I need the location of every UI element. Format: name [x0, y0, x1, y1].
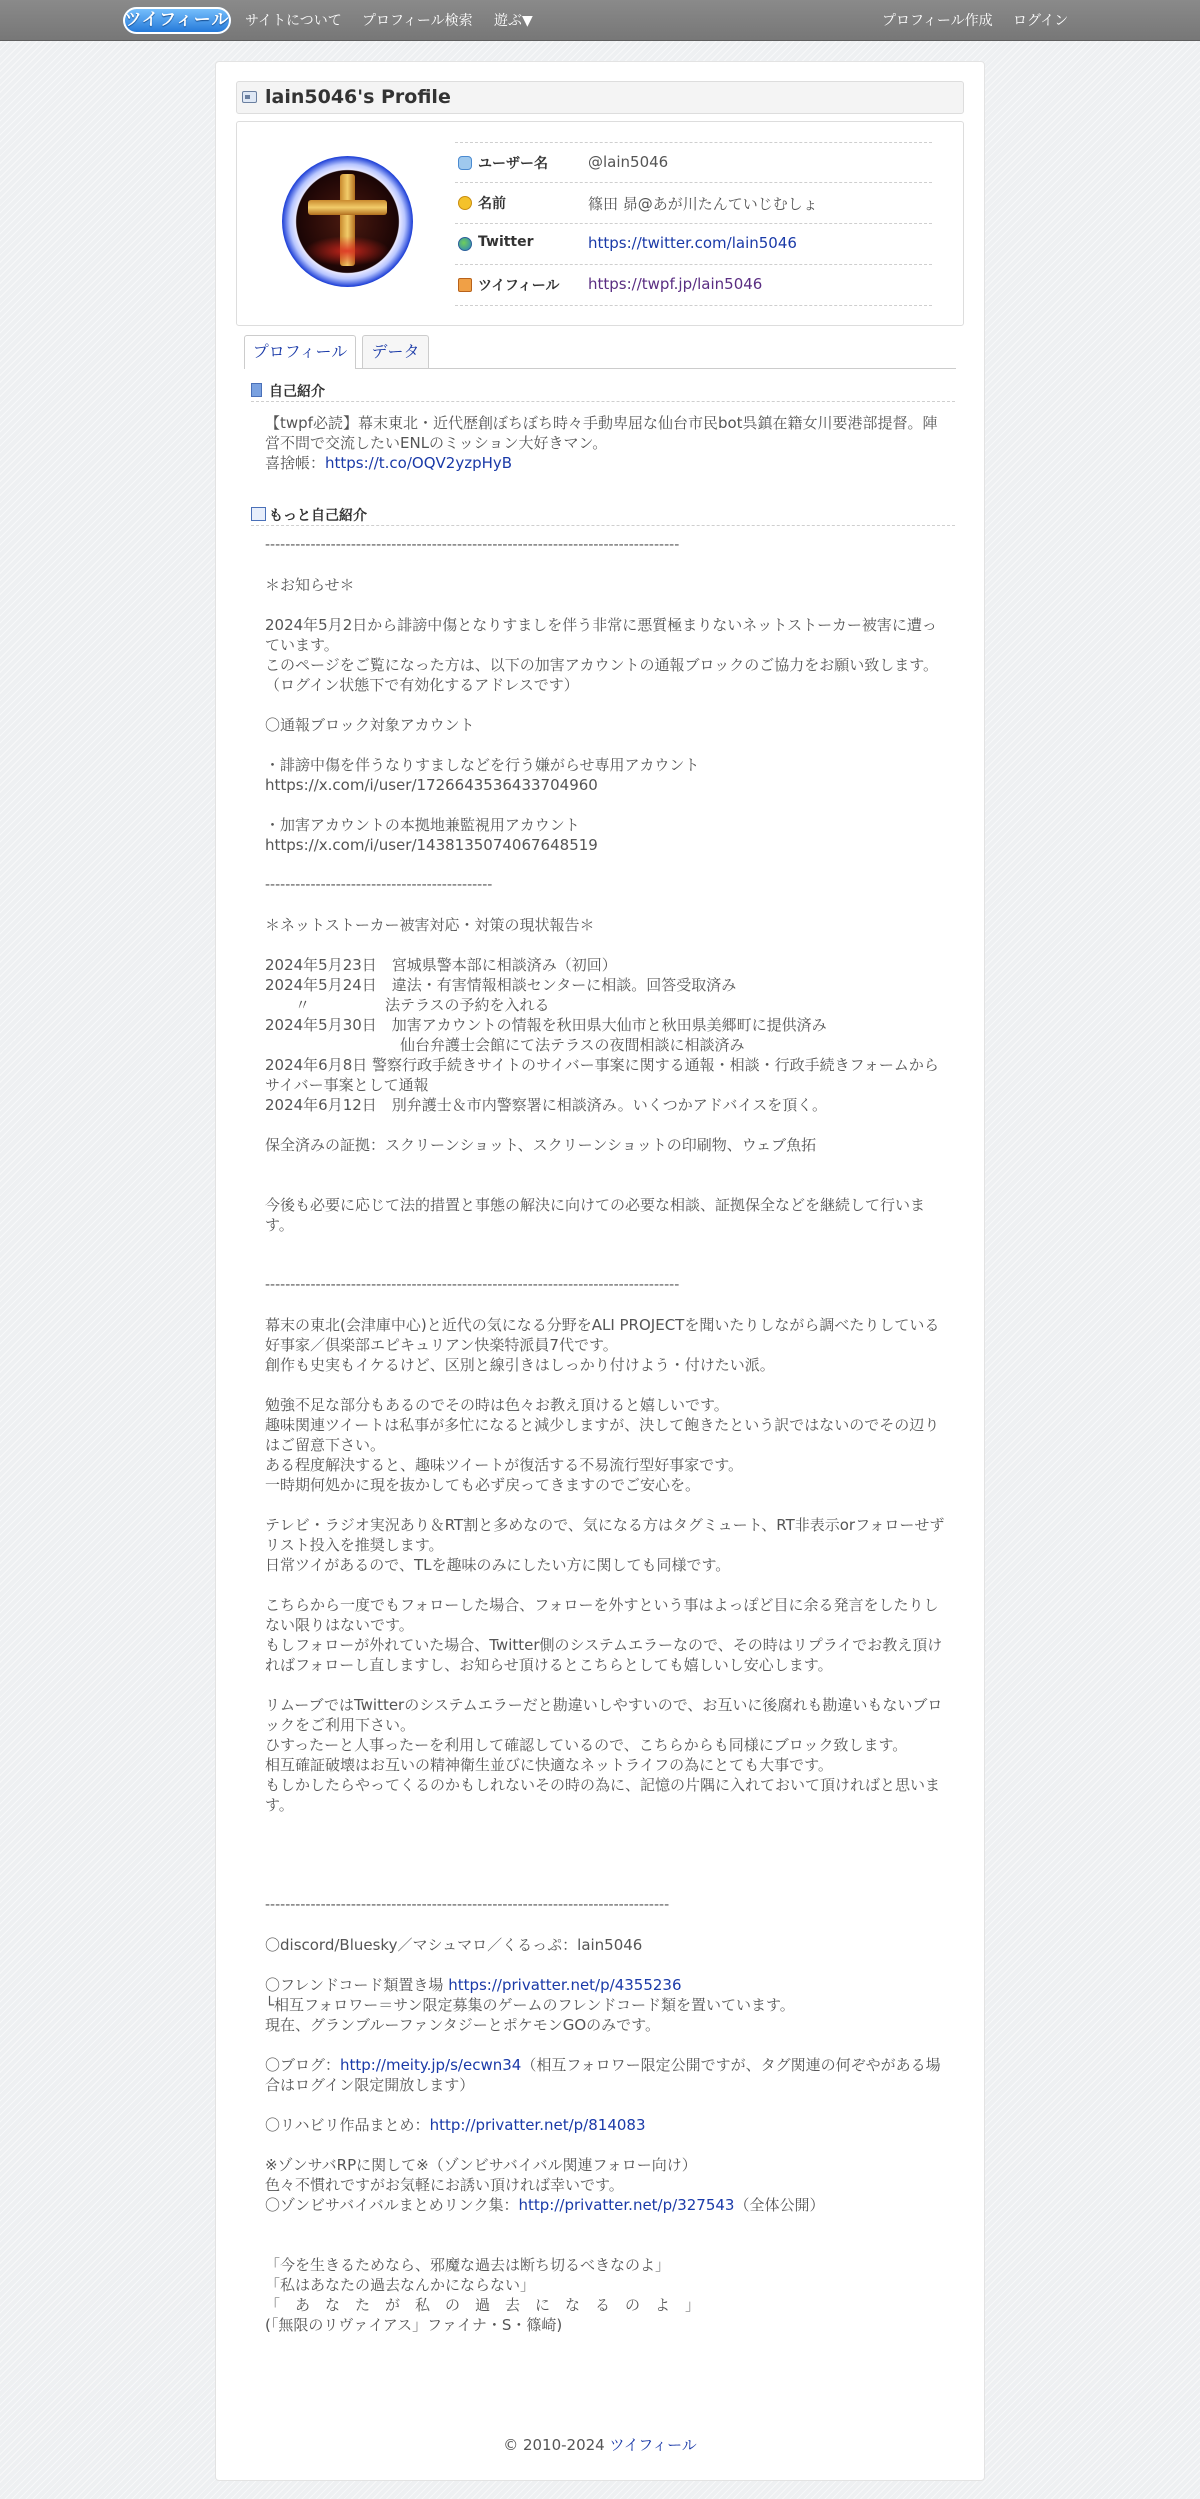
rehab-link[interactable]: http://privatter.net/p/814083 [429, 2116, 646, 2134]
intro-heading [251, 380, 955, 402]
tab-profile[interactable]: プロフィール [244, 335, 356, 369]
notice-title: ＊お知らせ＊ [265, 576, 355, 594]
profile-header [236, 81, 964, 114]
twpf-link[interactable]: https://twpf.jp/lain5046 [588, 275, 763, 293]
smiley-face-icon [458, 196, 472, 210]
separator: ---------------------------------------------------------------------------------- [265, 1277, 680, 1293]
globe-icon [458, 237, 472, 251]
nav-login-link[interactable]: ログイン [1013, 13, 1069, 29]
account1-description: ・誹謗中傷を伴うなりすましなどを行う嫌がらせ専用アカウント [265, 756, 700, 774]
zombie-label: 〇ゾンビサバイバルまとめリンク集： [265, 2196, 519, 2214]
name-value: 篠田 昴@あが川たんていじむしょ [588, 195, 818, 213]
nav-search-link[interactable]: プロフィール検索 [362, 13, 473, 29]
more-intro-heading [251, 504, 955, 526]
separator: ---------------------------------------------------------------------------------- [265, 537, 680, 553]
id-card-icon [242, 91, 257, 103]
intro-heading-text: 自己紹介 [269, 384, 325, 400]
info-row-name [455, 183, 932, 224]
rehab-label: 〇リハビリ作品まとめ： [265, 2116, 430, 2134]
house-icon [458, 278, 472, 292]
info-label: ツイフィール [478, 278, 560, 294]
zombie-line1: ※ゾンサバRPに関して※（ゾンビサバイバル関連フォロー向け） [265, 2156, 697, 2174]
about-body: 幕末の東北(会津庫中心)と近代の気になる分野をALI PROJECTを聞いたりしながら調べたりしている好事家／倶楽部エピキュリアン快楽特派員7代です。 創作も史実もイケるけど、区別と線引きはしっかり付けよう・付けたい派。 勉強不足な部分もあるのでその時は色々お教え頂けると嬉しいです。 趣味関連ツイートは私事が多忙になると減少しますが、決して飽きたという訳ではないのでその辺りはご留意下さい。 ある程度解決すると、趣味ツイートが復活する不易流行型好事家です。 一時期何処かに現を抜かしても必ず戻ってきますのでご安心を。 テレビ・ラジオ実況あり＆RT割と多めなので、気になる方はタグミュート、RT非表示orフォローせずリスト投入を推奨します。 日常ツイがあるので、TLを趣味のみにしたい方に関しても同様です。 こちらから一度でもフォローした場合、フォローを外すという事はよっぽど目に余る発言をしたりしない限りはないです。 もしフォローが外れていた場合、Twitter側のシステムエラーなので、その時はリプライでお教え頂ければフォローし直しますし、お知らせ頂けるとこちらとしても嬉しいし安心します。 リムーブではTwitterのシステムエラーだと勘違いしやすいので、お互いに後腐れも勘違いもないブロックをご利用下さい。 ひすったーと人事ったーを利用して確認しているので、こちらからも同様にブロック致します。 相互確証破壊はお互いの精神衛生並びに快適なネットライフの為にとても大事です。 もしかしたらやってくるのかもしれないその時の為に、記憶の片隅に入れておいて頂ければと思います。 [265, 1316, 945, 1814]
blog-note: （相互フォロワー限定公開ですが、タグ関連の何ぞやがある場合はログイン限定開放します） [265, 2056, 941, 2094]
site-logo[interactable]: ツイフィール [123, 7, 231, 34]
avatar-flare [304, 236, 390, 266]
report-title: ＊ネットストーカー被害対応・対策の現状報告＊ [265, 916, 595, 934]
zombie-line2: 色々不慣れですがお気軽にお誘い頂ければ幸いです。 [265, 2176, 624, 2194]
donation-link[interactable]: https://t.co/OQV2yzpHyB [325, 454, 513, 472]
tab-data[interactable]: データ [362, 335, 429, 368]
zombie-link[interactable]: http://privatter.net/p/327543 [518, 2196, 735, 2214]
block-target-title: 〇通報ブロック対象アカウント [265, 716, 475, 734]
notice-body: 2024年5月2日から誹謗中傷となりすましを伴う非常に悪質極まりないネットストーカー被害に遭っています。 このページをご覧になった方は、以下の加害アカウントの通報ブロックのご協力をお願い致します。（ログイン状態下で有効化するアドレスです） [265, 616, 939, 694]
username-value: @lain5046 [588, 153, 669, 171]
speech-bubble-icon [458, 156, 472, 170]
friend-code-label: 〇フレンドコード類置き場 [265, 1976, 449, 1994]
account1-link[interactable]: https://x.com/i/user/1726643536433704960 [265, 776, 598, 794]
accounts-text: 〇discord/Bluesky／マシュマロ／くるっぷ：lain5046 [265, 1936, 643, 1954]
zombie-links-line [265, 2195, 945, 2215]
blog-link[interactable]: http://meity.jp/s/ecwn34 [340, 2056, 522, 2074]
book-icon [251, 383, 262, 397]
page-title: lain5046's Profile [265, 86, 451, 108]
blog-line [265, 2055, 945, 2095]
footer-site-link[interactable]: ツイフィール [609, 2436, 697, 2454]
info-label: 名前 [478, 196, 506, 212]
twitter-link[interactable]: https://twitter.com/lain5046 [588, 234, 797, 252]
separator: -------------------------------------------------------------------------------- [265, 1897, 670, 1913]
zombie-note: （全体公開） [734, 2196, 825, 2214]
info-row-username [455, 142, 932, 183]
top-navbar [0, 0, 1200, 41]
friend-code-line [265, 1975, 945, 1995]
info-row-twpf [455, 265, 932, 306]
separator: --------------------------------------------- [265, 877, 493, 893]
avatar-cross-horizontal [308, 200, 387, 215]
footer [215, 2434, 985, 2455]
nav-play-dropdown[interactable]: 遊ぶ▼ [494, 13, 533, 29]
open-book-icon [251, 507, 266, 521]
info-label: ユーザー名 [478, 156, 548, 172]
more-intro-heading-text: もっと自己紹介 [269, 508, 367, 524]
evidence-text: 保全済みの証拠：スクリーンショット、スクリーンショットの印刷物、ウェブ魚拓 [265, 1136, 817, 1154]
blog-label: 〇ブログ： [265, 2056, 341, 2074]
report-body: 2024年5月23日 宮城県警本部に相談済み（初回） 2024年5月24日 違法・有害情報相談センターに相談。回答受取済み 〃 法テラスの予約を入れる 2024年5月30日 加害アカウントの情報を秋田県大仙市と秋田県美郷町に提供済み 仙台弁護士会館にて法テラスの夜間相談に相談済み 2024年6月8日 警察行政手続きサイトのサイバー事案に関する通報・相談・行政手続きフォームからサイバー事案として通報 2024年6月12日 別弁護士＆市内警察署に相談済み。いくつかアドバイスを頂く。 [265, 956, 939, 1114]
info-row-twitter [455, 224, 932, 265]
nav-create-profile-link[interactable]: プロフィール作成 [882, 13, 993, 29]
nav-about-link[interactable]: サイトについて [245, 13, 342, 29]
future-text: 今後も必要に応じて法的措置と事態の解決に向けての必要な相談、証拠保全などを継続して行います。 [265, 1196, 926, 1234]
donation-label: 喜捨帳： [265, 454, 326, 472]
info-label: Twitter [478, 234, 534, 250]
avatar [282, 156, 413, 287]
intro-text [265, 413, 945, 473]
intro-line: 【twpf必読】幕末東北・近代歴創ぼちぼち時々手動卑屈な仙台市民bot呉鎮在籍女川要港部提督。陣営不問で交流したいENLのミッション大好きマン。 [265, 414, 938, 452]
account2-description: ・加害アカウントの本拠地兼監視用アカウント [265, 816, 580, 834]
quote-text: 「今を生きるためなら、邪魔な過去は断ち切るべきなのよ」 「私はあなたの過去なんかにならない」 「 あ な た が 私 の 過 去 に な る の よ 」 (「無限のリヴァイアス」ファイナ・S・篠崎) [265, 2256, 701, 2334]
friend-code-link[interactable]: https://privatter.net/p/4355236 [448, 1976, 682, 1994]
copyright-text: © 2010-2024 [503, 2436, 610, 2454]
rehab-line [265, 2115, 945, 2135]
account2-link[interactable]: https://x.com/i/user/1438135074067648519 [265, 836, 598, 854]
friend-code-body: └相互フォロワー＝サン限定募集のゲームのフレンドコード類を置いています。 現在、グランブルーファンタジーとポケモンGOのみです。 [265, 1996, 795, 2034]
